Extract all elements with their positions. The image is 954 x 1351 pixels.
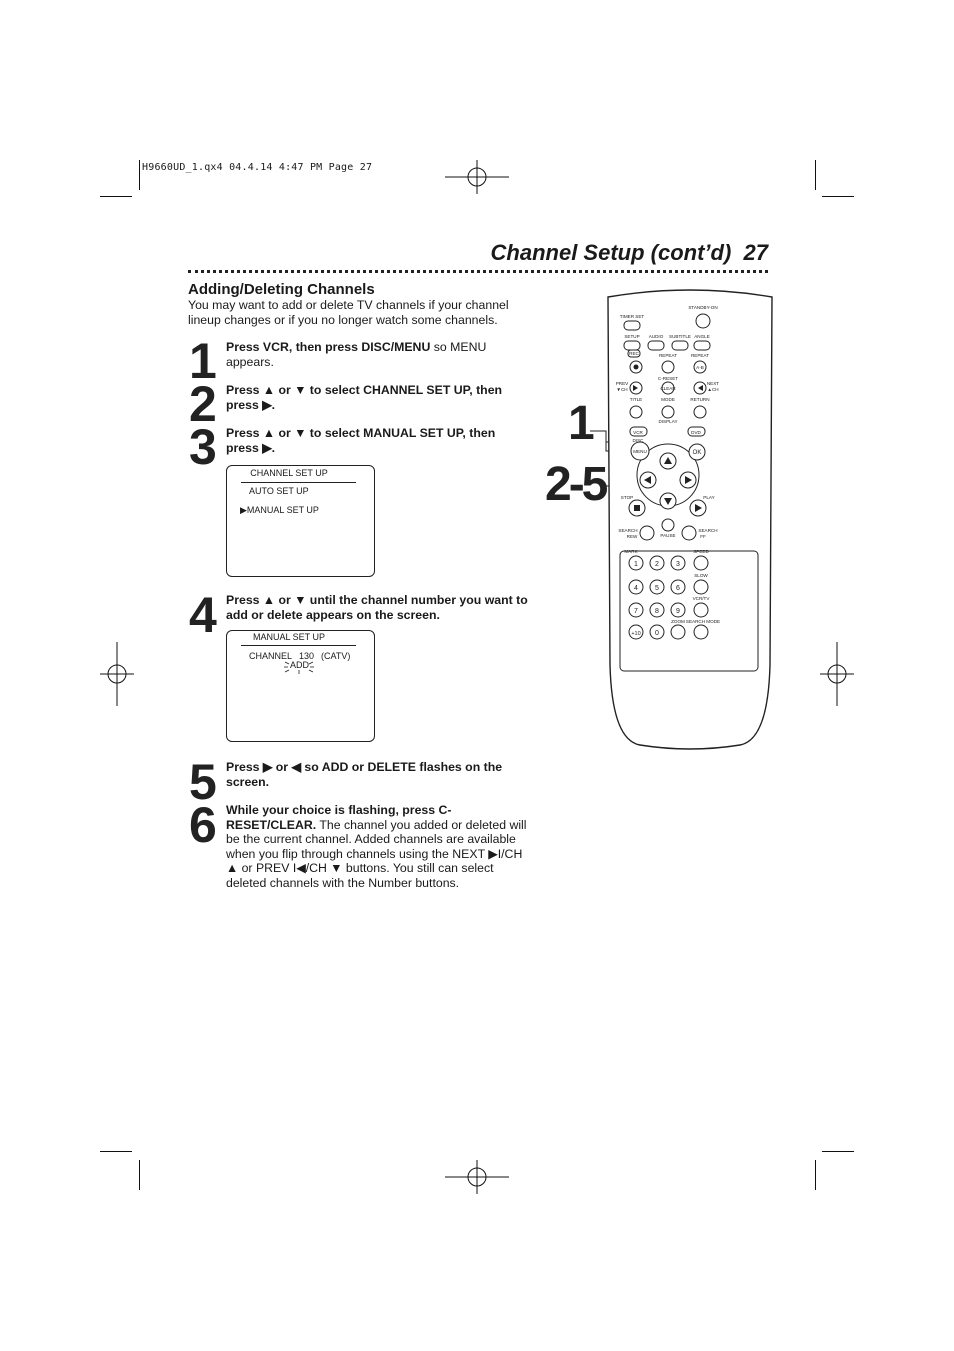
screen-title: CHANNEL SET UP — [250, 468, 328, 478]
step-bold: Press ▲ or ▼ until the channel number you want to add or delete appears on the screen. — [226, 593, 528, 622]
crop-mark — [815, 160, 816, 190]
callout-2-5: 2-5 — [545, 458, 606, 511]
subtitle-label: SUBTITLE — [669, 334, 691, 339]
registration-mark — [820, 642, 854, 706]
step-text — [226, 803, 531, 890]
rec-label: REC — [629, 351, 639, 356]
return-label: RETURN — [690, 397, 710, 402]
repeat-ab-label: REPEAT — [690, 353, 710, 358]
search-mode-label: SEARCH MODE — [685, 619, 721, 624]
crop-mark — [822, 196, 854, 197]
step-text — [226, 383, 531, 412]
page-number: 27 — [743, 240, 768, 265]
crop-mark — [100, 1151, 132, 1152]
mode-label: MODE — [661, 397, 675, 402]
crop-mark — [822, 1151, 854, 1152]
c-reset-label: C-RESET — [657, 376, 679, 381]
prev-ch-label: ▼CH — [616, 387, 628, 392]
page-title-text: Channel Setup (cont’d) — [490, 240, 732, 265]
ok-label: OK — [692, 450, 702, 456]
screen-rule — [241, 645, 356, 646]
registration-mark — [100, 642, 134, 706]
step-text — [226, 426, 531, 455]
registration-mark — [445, 160, 509, 194]
digit-6: 6 — [676, 585, 680, 592]
audio-label: AUDIO — [648, 334, 664, 339]
clear-label: CLEAR — [660, 386, 676, 391]
next-label: NEXT — [706, 381, 720, 386]
digit-5: 5 — [655, 585, 659, 592]
title-label: TITLE — [629, 397, 643, 402]
callout-1: 1 — [568, 397, 592, 450]
screen-title: MANUAL SET UP — [252, 632, 326, 642]
plus10-label: +10 — [631, 631, 641, 637]
vcr-label: VCR — [633, 430, 643, 435]
crop-mark — [139, 160, 140, 190]
menu-item-auto: AUTO SET UP — [249, 486, 309, 496]
step-bold: Press ▲ or ▼ to select MANUAL SET UP, then press ▶. — [226, 426, 496, 455]
mark-label: MARK — [624, 549, 638, 554]
digit-1: 1 — [634, 561, 638, 568]
step-text — [226, 760, 531, 789]
step-number: 2 — [189, 376, 213, 432]
tv-screen-manual-setup — [226, 630, 375, 742]
stop-label: STOP — [620, 495, 634, 500]
disc-label: DISC — [632, 438, 644, 443]
registration-mark — [445, 1160, 509, 1194]
page-title — [440, 240, 768, 266]
step-bold: Press ▲ or ▼ to select CHANNEL SET UP, then press ▶. — [226, 383, 503, 412]
digit-0: 0 — [655, 630, 659, 637]
prev-label: PREV — [615, 381, 629, 386]
next-ch-label: ▲CH — [707, 387, 719, 392]
ab-label: A-B — [696, 365, 704, 370]
pause-label: PAUSE — [660, 533, 676, 538]
channel-number: 130 — [299, 651, 315, 661]
dotted-divider — [188, 270, 768, 273]
step-number: 4 — [189, 587, 213, 643]
flash-icon — [279, 653, 319, 675]
channel-label: CHANNEL — [249, 651, 293, 661]
digit-7: 7 — [634, 608, 638, 615]
play-label: PLAY — [703, 495, 715, 500]
standby-label: STANDBY-ON — [688, 305, 718, 310]
zoom-label: ZOOM — [671, 619, 685, 624]
speed-label: SPEED — [693, 549, 709, 554]
step-text — [226, 340, 531, 369]
step-number: 6 — [189, 797, 213, 853]
step-text — [226, 593, 531, 622]
vcr-tv-label: VCR/TV — [692, 596, 710, 601]
timer-set-label: TIMER SET — [619, 314, 645, 319]
tv-screen-channel-setup — [226, 465, 375, 577]
step-rest: The channel you added or deleted will be the current channel. Added channels are available when you flip through channels using the NEXT ▶I/CH ▲ or PREV I◀/CH ▼ buttons. You still can select deleted channels with the Number buttons. — [226, 817, 527, 890]
ff-label: FF — [700, 534, 706, 539]
angle-label: ANGLE — [694, 334, 710, 339]
print-slug: H9660UD_1.qx4 04.4.14 4:47 PM Page 27 — [142, 162, 373, 173]
slow-label: SLOW — [694, 573, 708, 578]
channel-action: ADD — [290, 660, 310, 670]
crop-mark — [100, 196, 132, 197]
search-rew-label: SEARCH — [618, 528, 638, 533]
step-number: 5 — [189, 754, 213, 810]
digit-4: 4 — [634, 585, 638, 592]
step-number: 3 — [189, 419, 213, 475]
step-bold: Press ▶ or ◀ so ADD or DELETE flashes on the screen. — [226, 760, 503, 789]
menu-label: MENU — [633, 449, 647, 454]
step-rest: so MENU appears. — [226, 340, 487, 369]
dvd-label: DVD — [691, 430, 701, 435]
section-intro: You may want to add or delete TV channels if your channel lineup changes or if you no longer watch some channels. — [188, 298, 509, 327]
remote-body — [608, 290, 772, 749]
screen-rule — [241, 482, 356, 483]
setup-label: SETUP — [624, 334, 640, 339]
crop-mark — [139, 1160, 140, 1190]
menu-item-manual: ▶MANUAL SET UP — [240, 505, 319, 515]
step-bold: While your choice is flashing, press C-RESET/CLEAR. — [226, 803, 452, 832]
step-bold: Press VCR, then press DISC/MENU — [226, 340, 431, 354]
digit-9: 9 — [676, 608, 680, 615]
digit-3: 3 — [676, 561, 680, 568]
rew-label: REW — [626, 534, 638, 539]
search-ff-label: SEARCH — [698, 528, 718, 533]
step-number: 1 — [189, 333, 213, 389]
remote-control-illustration — [590, 285, 790, 755]
digit-2: 2 — [655, 561, 659, 568]
channel-mode: (CATV) — [321, 651, 351, 661]
section-heading: Adding/Deleting Channels — [188, 281, 375, 298]
display-label: DISPLAY — [658, 419, 678, 424]
crop-mark — [815, 1160, 816, 1190]
repeat-label: REPEAT — [658, 353, 678, 358]
digit-8: 8 — [655, 608, 659, 615]
